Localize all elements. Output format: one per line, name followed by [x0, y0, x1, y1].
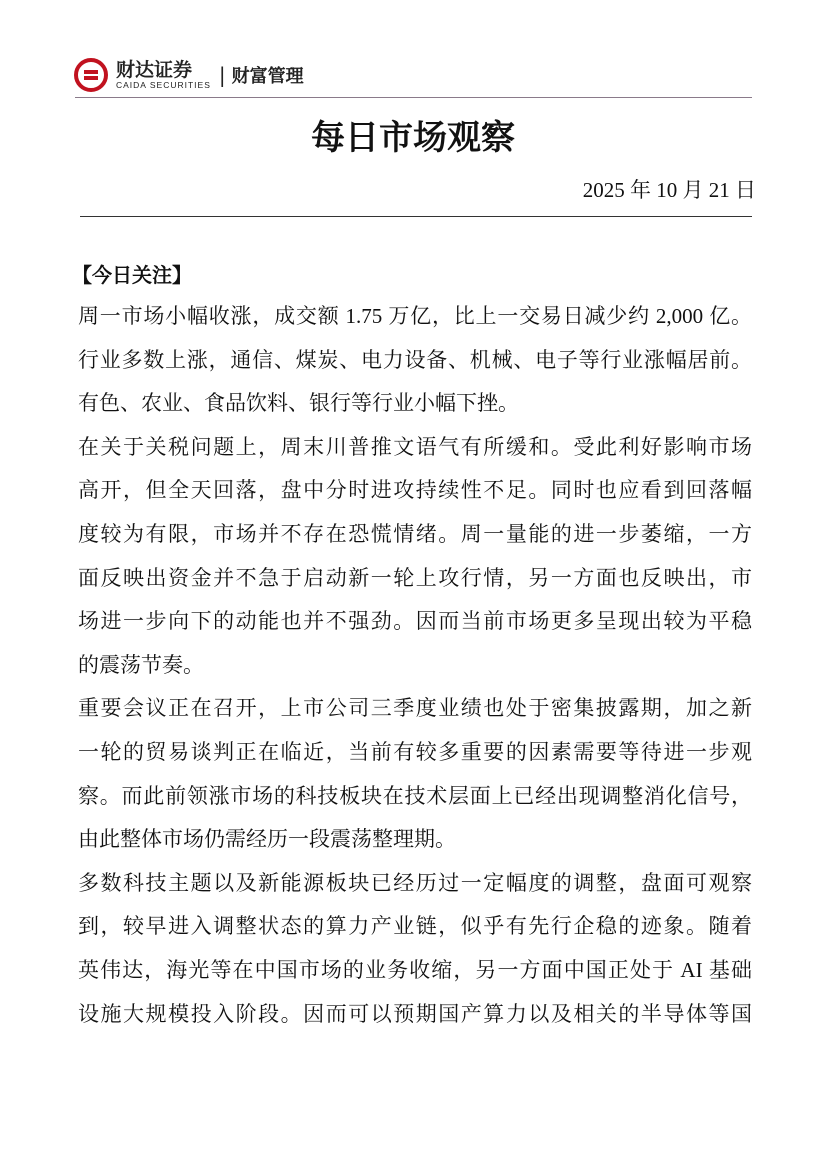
paragraph-line: 多数科技主题以及新能源板块已经历过一定幅度的调整，盘面可观察: [78, 870, 752, 895]
paragraph-line: 在关于关税问题上，周末川普推文语气有所缓和。受此利好影响市场: [78, 434, 752, 459]
paragraphs: [78, 295, 752, 1036]
paragraph-line: 重要会议正在召开，上市公司三季度业绩也处于密集披露期，加之新: [78, 696, 752, 721]
paragraph-line: 行业多数上涨，通信、煤炭、电力设备、机械、电子等行业涨幅居前。: [78, 347, 752, 372]
paragraph-line: 度较为有限，市场并不存在恐慌情绪。周一量能的进一步萎缩，一方: [78, 521, 752, 546]
paragraph-line: 有色、农业、食品饮料、银行等行业小幅下挫。: [78, 391, 519, 416]
header-separator: |: [218, 63, 226, 87]
date-rule: [80, 216, 752, 217]
section-title: 【今日关注】: [72, 263, 192, 287]
brand-name-en: CAIDA SECURITIES: [116, 80, 211, 90]
page-title: 每日市场观察: [311, 118, 515, 158]
paragraph-line: 到，较早进入调整状态的算力产业链，似乎有先行企稳的迹象。随着: [78, 914, 752, 939]
paragraph-line: 一轮的贸易谈判正在临近，当前有较多重要的因素需要等待进一步观: [78, 739, 752, 764]
caida-logo-icon: [74, 58, 108, 92]
paragraph: [78, 687, 752, 861]
paragraph: [78, 862, 752, 1036]
paragraph-line: 由此整体市场仍需经历一段震荡整理期。: [78, 827, 456, 852]
report-body: [72, 255, 752, 1036]
header-rule: [75, 97, 752, 98]
paragraph-line: 周一市场小幅收涨，成交额 1.75 万亿，比上一交易日减少约 2,000 亿。: [78, 304, 752, 328]
paragraph: [78, 295, 752, 426]
paragraph-line: 的震荡节奏。: [78, 652, 204, 677]
letterhead: [74, 58, 304, 92]
division-name: 财富管理: [231, 66, 304, 87]
paragraph-line: 察。而此前领涨市场的科技板块在技术层面上已经出现调整消化信号，: [78, 783, 752, 808]
paragraph-line: 高开，但全天回落，盘中分时进攻持续性不足。同时也应看到回落幅: [78, 478, 752, 503]
brand: [116, 60, 211, 90]
brand-name-cn: 财达证券: [116, 59, 193, 81]
paragraph: [78, 426, 752, 688]
paragraph-line: 设施大规模投入阶段。因而可以预期国产算力以及相关的半导体等国: [78, 1001, 752, 1026]
report-date: 2025 年 10 月 21 日: [582, 178, 756, 202]
paragraph-line: 英伟达，海光等在中国市场的业务收缩，另一方面中国正处于 AI 基础: [78, 957, 752, 982]
paragraph-line: 面反映出资金并不急于启动新一轮上攻行情，另一方面也反映出，市: [78, 565, 752, 590]
paragraph-line: 场进一步向下的动能也并不强劲。因而当前市场更多呈现出较为平稳: [78, 609, 752, 634]
